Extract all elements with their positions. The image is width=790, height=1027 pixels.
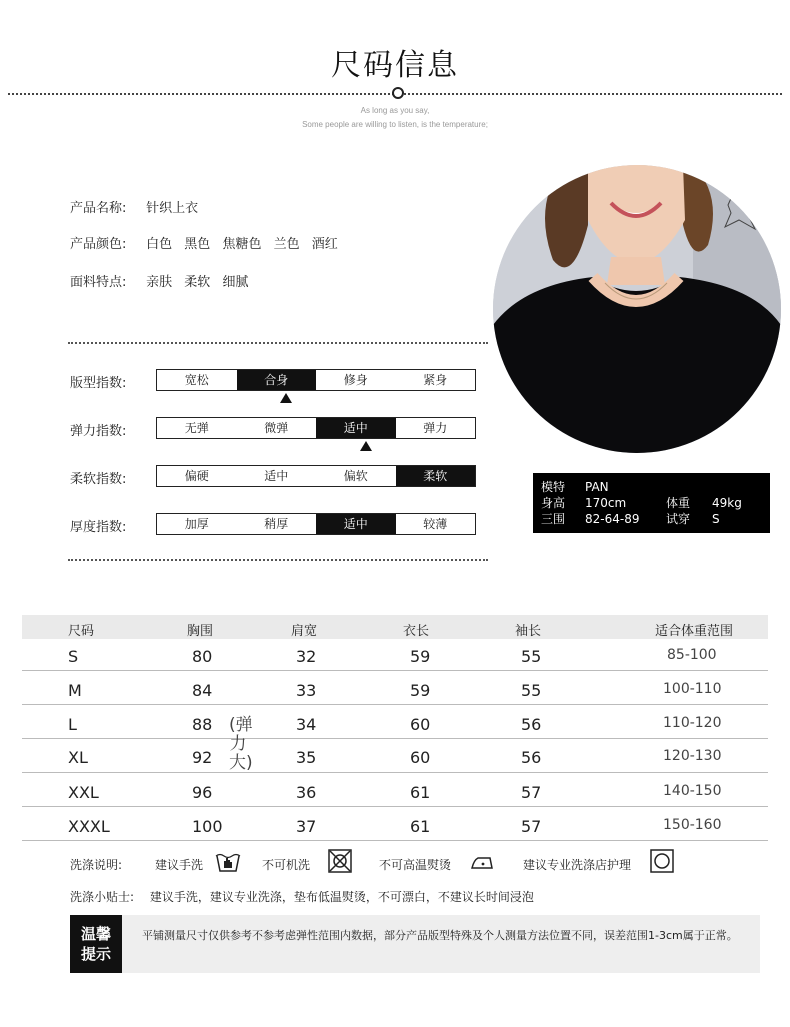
washing-tips — [70, 888, 534, 905]
index-scale — [156, 369, 476, 391]
table-cell: 61 — [410, 783, 431, 802]
table-cell: XXXL — [68, 817, 110, 836]
color-option: 兰色 — [273, 237, 300, 252]
table-cell: 56 — [521, 748, 542, 767]
index-label: 柔软指数: — [70, 472, 127, 487]
model-weight-label: 体重 — [666, 496, 691, 510]
table-cell: XXL — [68, 783, 99, 802]
table-cell: 92 — [192, 748, 213, 767]
index-label: 弹力指数: — [70, 424, 127, 439]
page-title: 尺码信息 — [331, 48, 459, 83]
table-cell: 37 — [296, 817, 317, 836]
fabric-feature: 细腻 — [222, 275, 249, 290]
model-height-label: 身高 — [541, 496, 566, 510]
washing-label: 洗涤说明: — [70, 858, 123, 872]
table-header-cell: 胸围 — [187, 624, 214, 639]
product-fabric-row — [70, 271, 256, 290]
table-cell: 88 — [192, 715, 213, 734]
index-option: 偏软 — [343, 469, 368, 483]
subtitle-line-2: Some people are willing to listen, is the temperature; — [302, 120, 488, 129]
table-header-cell: 尺码 — [68, 624, 95, 639]
model-measure: 82-64-89 — [585, 512, 640, 526]
index-option: 修身 — [343, 373, 368, 387]
color-option: 黑色 — [184, 237, 211, 252]
table-cell: 85-100 — [667, 647, 717, 663]
washing-tips-text: 建议手洗，建议专业洗涤，垫布低温熨烫，不可漂白，不建议长时间浸泡 — [149, 890, 534, 904]
table-header-cell: 衣长 — [403, 624, 430, 639]
index-option: 宽松 — [184, 373, 209, 387]
index-scale — [156, 465, 476, 487]
table-cell: 55 — [521, 681, 542, 700]
fabric-feature: 柔软 — [184, 275, 211, 290]
table-cell: 60 — [410, 748, 431, 767]
table-header-cell: 肩宽 — [291, 624, 318, 639]
index-option: 弹力 — [423, 421, 448, 435]
table-cell: 84 — [192, 681, 213, 700]
table-cell: 57 — [521, 783, 542, 802]
table-cell: 60 — [410, 715, 431, 734]
product-colors-label: 产品颜色: — [70, 237, 127, 252]
model-weight: 49kg — [712, 496, 742, 510]
model-photo-illustration — [493, 165, 781, 453]
index-option: 紧身 — [423, 373, 448, 387]
table-header-cell: 袖长 — [515, 624, 542, 639]
index-option-selected: 柔软 — [396, 466, 476, 486]
model-measure-label: 三围 — [541, 512, 566, 526]
table-cell: 150-160 — [663, 817, 722, 833]
product-fabric-label: 面料特点: — [70, 275, 127, 290]
index-option: 较薄 — [423, 517, 448, 531]
section-divider — [68, 559, 488, 561]
table-cell: 34 — [296, 715, 317, 734]
table-cell: 120-130 — [663, 748, 722, 764]
table-cell: XL — [68, 748, 88, 767]
table-row-divider — [22, 840, 768, 841]
model-try-size: S — [712, 512, 720, 526]
hand-wash-icon — [215, 848, 241, 874]
warm-tip-box — [70, 915, 760, 973]
color-option: 焦糖色 — [222, 237, 262, 252]
index-option-selected: 合身 — [237, 370, 317, 390]
table-cell: 56 — [521, 715, 542, 734]
model-photo — [493, 165, 781, 453]
table-cell: 96 — [192, 783, 213, 802]
index-marker-icon — [360, 441, 372, 451]
table-cell: 35 — [296, 748, 317, 767]
warm-tip-badge — [70, 915, 122, 973]
table-cell: 140-150 — [663, 783, 722, 799]
model-info-box — [533, 473, 770, 533]
iron-low-icon — [469, 848, 495, 874]
model-name-label: 模特 — [541, 480, 566, 494]
wash-text-no-machine: 不可机洗 — [262, 858, 311, 872]
color-option: 白色 — [146, 237, 173, 252]
washing-tips-label: 洗涤小贴士: — [70, 890, 135, 904]
table-cell: 33 — [296, 681, 317, 700]
table-row-divider — [22, 738, 768, 739]
index-marker-icon — [280, 393, 292, 403]
section-divider — [68, 342, 488, 344]
model-try-label: 试穿 — [666, 512, 691, 526]
index-option: 稍厚 — [264, 517, 289, 531]
no-machine-wash-icon — [327, 848, 353, 874]
index-option-selected: 适中 — [316, 418, 396, 438]
table-cell: 57 — [521, 817, 542, 836]
table-cell: 100 — [192, 817, 223, 836]
model-name: PAN — [585, 480, 609, 494]
product-colors-row — [70, 233, 346, 252]
table-row-divider — [22, 670, 768, 671]
index-option: 加厚 — [184, 517, 209, 531]
warm-tip-text: 平铺测量尺寸仅供参考不参考虑弹性范围内数据，部分产品版型特殊及个人测量方法位置不同，误差范围1-3cm属于正常。 — [142, 929, 738, 942]
table-cell: 59 — [410, 647, 431, 666]
table-cell: S — [68, 647, 79, 666]
table-cell: 32 — [296, 647, 317, 666]
product-name-row — [70, 197, 198, 216]
wash-text-professional: 建议专业洗涤店护理 — [523, 858, 632, 872]
table-cell: 59 — [410, 681, 431, 700]
table-cell: 80 — [192, 647, 213, 666]
table-row-divider — [22, 806, 768, 807]
index-scale — [156, 417, 476, 439]
index-option-selected: 适中 — [316, 514, 396, 534]
professional-clean-icon — [649, 848, 675, 874]
index-label: 厚度指数: — [70, 520, 127, 535]
table-cell: M — [68, 681, 82, 700]
index-label: 版型指数: — [70, 376, 127, 391]
table-cell: 55 — [521, 647, 542, 666]
table-cell: 110-120 — [663, 715, 722, 731]
warm-tip-badge-line-1: 温馨 — [80, 925, 111, 943]
color-option: 酒红 — [311, 237, 338, 252]
table-header-cell: 适合体重范围 — [655, 624, 734, 639]
table-cell: 61 — [410, 817, 431, 836]
table-row-divider — [22, 704, 768, 705]
product-name-label: 产品名称: — [70, 201, 127, 216]
divider-ring-icon — [392, 87, 404, 99]
fabric-feature: 亲肤 — [146, 275, 173, 290]
subtitle-line-1: As long as you say, — [360, 106, 430, 115]
stretch-note: (弹力大) — [229, 715, 253, 773]
index-option: 偏硬 — [184, 469, 209, 483]
table-cell: L — [68, 715, 77, 734]
table-row-divider — [22, 772, 768, 773]
wash-text-hand: 建议手洗 — [155, 858, 204, 872]
index-option: 微弹 — [264, 421, 289, 435]
index-option: 适中 — [264, 469, 289, 483]
product-name-value: 针织上衣 — [146, 201, 199, 216]
index-scale — [156, 513, 476, 535]
table-cell: 36 — [296, 783, 317, 802]
wash-text-no-high-iron: 不可高温熨烫 — [379, 858, 452, 872]
index-option: 无弹 — [184, 421, 209, 435]
model-height: 170cm — [585, 496, 627, 510]
warm-tip-badge-line-2: 提示 — [80, 945, 111, 963]
table-cell: 100-110 — [663, 681, 722, 697]
